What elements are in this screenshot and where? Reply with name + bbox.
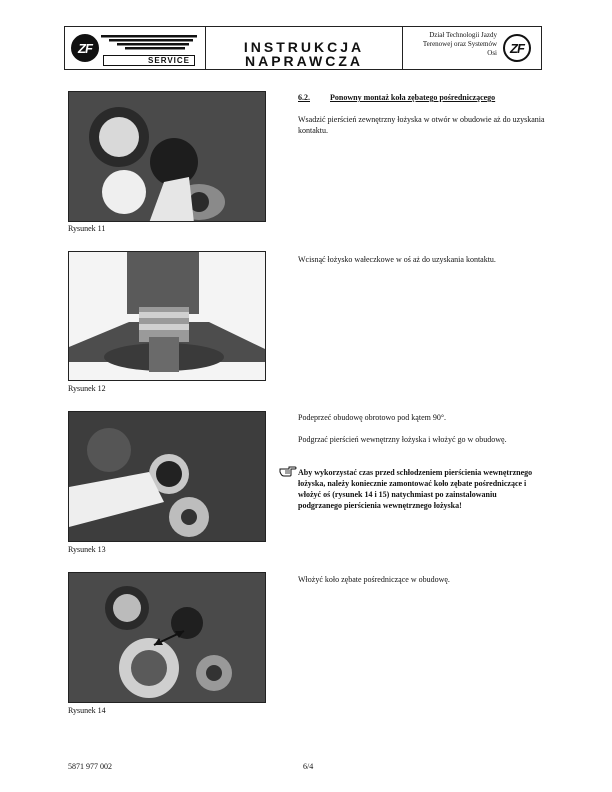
figure-13-caption: Rysunek 13 xyxy=(68,545,106,554)
document-number: 5871 977 002 xyxy=(68,762,112,771)
step-text: Podgrzać pierścień wewnętrzny łożyska i włożyć go w obudowę. xyxy=(298,435,507,444)
title-line-2: NAPRAWCZA xyxy=(245,53,363,69)
figure-13-photo xyxy=(68,411,266,542)
section-title: Ponowny montaż koła zębatego pośredniczącego xyxy=(330,93,496,102)
pointing-hand-icon xyxy=(279,464,297,478)
figure-12-caption: Rysunek 12 xyxy=(68,384,106,393)
step-text: Włożyć koło zębate pośredniczące w obudowę. xyxy=(298,575,450,584)
warning-note: Aby wykorzystać czas przed schłodzeniem pierścienia wewnętrznego łożyska, należy koniecznie zamontować koło zębate pośredniczące i włożyć oś (rysunek 14 i 15) natychmiast po zainstalowaniu podgrzanego pierścienia wewnętrznego łożyska! xyxy=(298,468,533,510)
zf-service-logo xyxy=(65,27,206,69)
section-number: 6.2. xyxy=(298,93,310,102)
zf-logo-right-icon: ZF xyxy=(503,34,531,62)
figure-11-caption: Rysunek 11 xyxy=(68,224,106,233)
dept-line-1: Dział Technologii Jazdy xyxy=(429,31,497,39)
wings-icon xyxy=(101,35,197,53)
title-line-1: INSTRUKCJA xyxy=(243,39,365,55)
figure-12-photo xyxy=(68,251,266,381)
department-block xyxy=(403,27,541,69)
page-number: 6/4 xyxy=(303,762,314,771)
document-title xyxy=(206,27,403,69)
dept-line-2: Terenowej oraz Systemów xyxy=(422,40,497,48)
figure-14-photo xyxy=(68,572,266,703)
figure-14-caption: Rysunek 14 xyxy=(68,706,106,715)
service-label: SERVICE xyxy=(103,55,195,66)
page-header xyxy=(64,26,542,70)
department-name xyxy=(401,31,497,58)
figure-11-photo xyxy=(68,91,266,222)
step-text: Wcisnąć łożysko wałeczkowe w oś aż do uzyskania kontaktu. xyxy=(298,255,496,264)
zf-logo-icon: ZF xyxy=(71,34,99,62)
step-text: Wsadzić pierścień zewnętrzny łożyska w otwór w obudowie aż do uzyskania kontaktu. xyxy=(298,115,545,135)
step-text: Podeprzeć obudowę obrotowo pod kątem 90°. xyxy=(298,413,447,422)
dept-line-3: Osi xyxy=(487,49,497,57)
